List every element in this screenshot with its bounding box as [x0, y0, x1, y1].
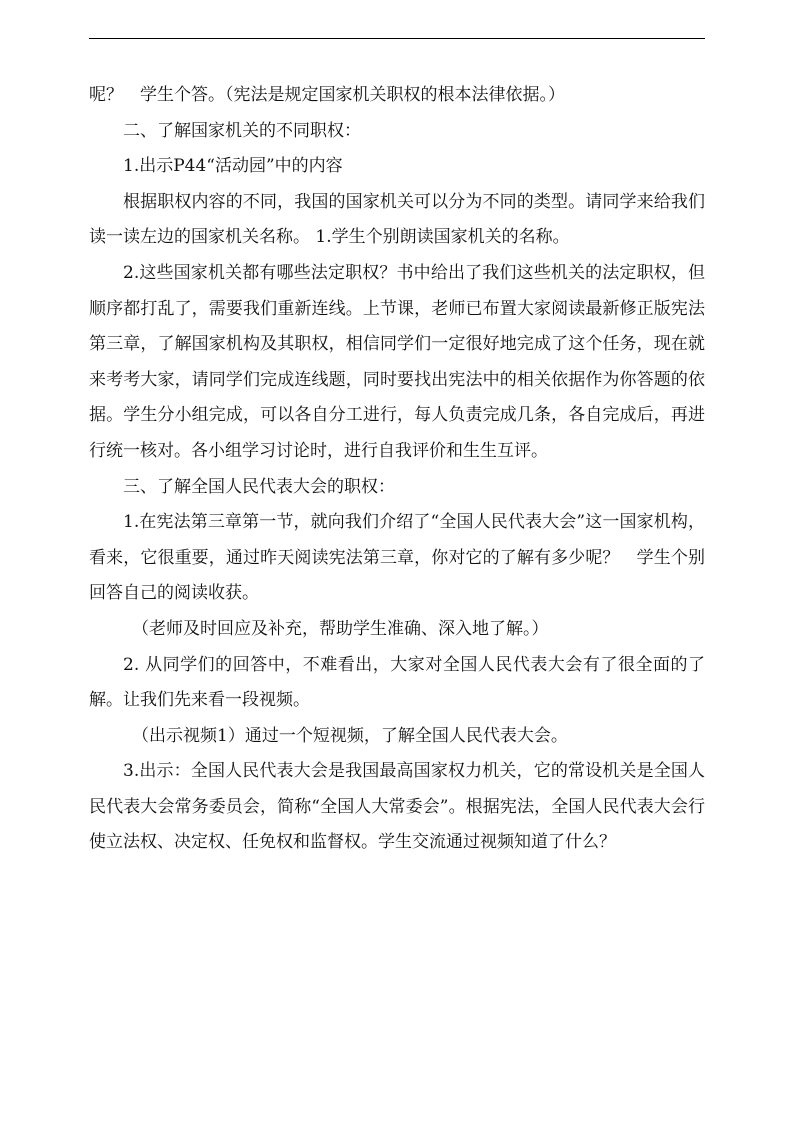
paragraph-npc-powers: 3.出示：全国人民代表大会是我国最高国家权力机关，它的常设机关是全国人民代表大会常务委员会，简称“全国人大常委会”。根据宪法，全国人民代表大会行使立法权、决定权、任免权和监督权。学生交流通过视频知道了什么？ — [89, 761, 705, 853]
section-heading-2: 二、了解国家机关的不同职权： — [123, 120, 361, 141]
paragraph-continuation: 呢？ 学生个答。（宪法是规定国家机关职权的根本法律依据。） — [89, 85, 565, 105]
header-rule — [89, 38, 705, 39]
section-heading-3: 三、了解全国人民代表大会的职权： — [123, 476, 395, 497]
paragraph-teacher-note: （老师及时回应及补充，帮助学生准确、深入地了解。） — [132, 618, 549, 639]
document-body — [89, 78, 705, 861]
paragraph-video-1: （出示视频1）通过一个短视频，了解全国人民代表大会。 — [132, 725, 568, 746]
paragraph-video-intro: 2. 从同学们的回答中，不难看出，大家对全国人民代表大会有了很全面的了解。让我们先来看一段视频。 — [89, 654, 705, 711]
paragraph-npc-intro: 1.在宪法第三章第一节，就向我们介绍了“全国人民代表大会”这一国家机构，看来，它很重要，通过昨天阅读宪法第三章，你对它的了解有多少呢？ 学生个别回答自己的阅读收获。 — [89, 512, 705, 604]
paragraph-classification: 根据职权内容的不同，我国的国家机关可以分为不同的类型。请同学来给我们读一读左边的国家机关名称。 1.学生个别朗读国家机关的名称。 — [89, 191, 705, 248]
paragraph-step-1: 1.出示P44“活动园”中的内容 — [123, 156, 343, 177]
paragraph-step-2: 2.这些国家机关都有哪些法定职权？书中给出了我们这些机关的法定职权，但顺序都打乱了，需要我们重新连线。上节课，老师已布置大家阅读最新修正版宪法第三章，了解国家机构及其职权，相信同学们一定很好地完成了这个任务，现在就来考考大家，请同学们完成连线题，同时要找出宪法中的相关依据作为你答题的依据。学生分小组完成，可以各自分工进行，每人负责完成几条，各自完成后，再进行统一核对。各小组学习讨论时，进行自我评价和生生互评。 — [89, 262, 705, 461]
